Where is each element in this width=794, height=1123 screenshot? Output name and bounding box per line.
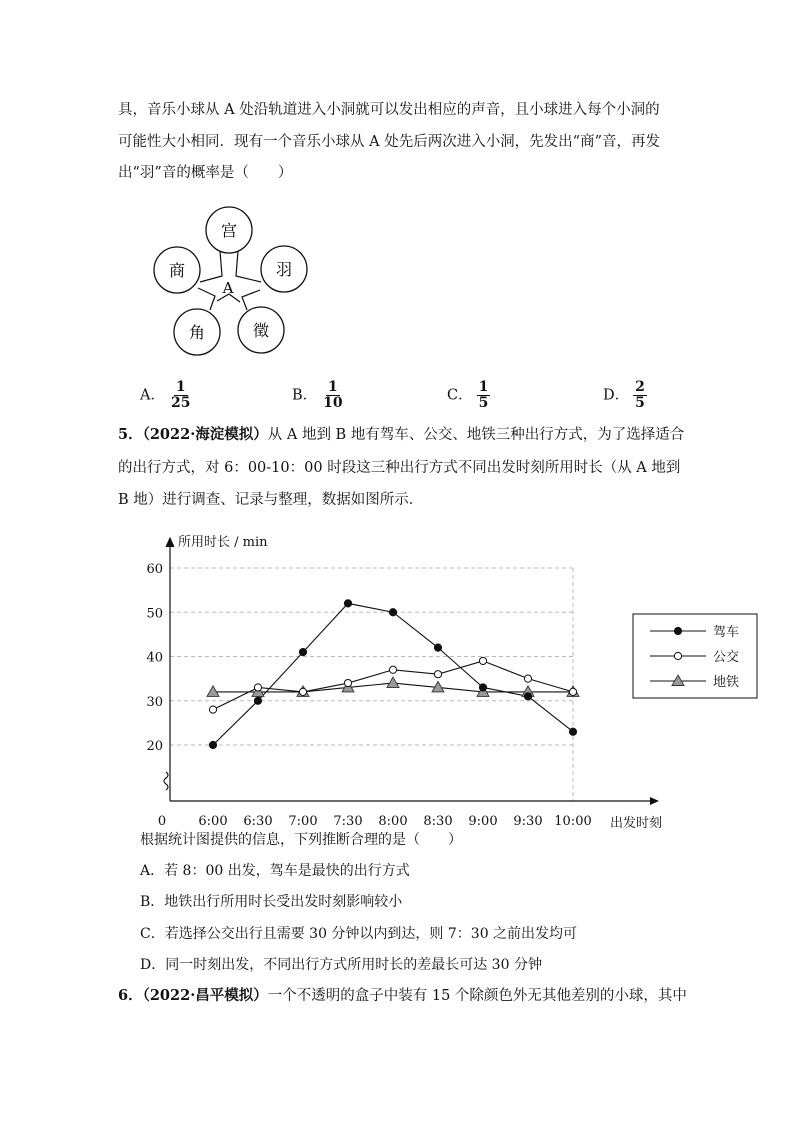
choice-label: D． [603,387,630,404]
data-point [674,627,681,634]
q5-text-line-2: 的出行方式，对 6：00-10：00 时段这三种出行方式不同出发时刻所用时长（从 A 地到 [118,460,681,476]
y-axis-arrow [166,538,174,547]
data-point [299,688,306,695]
music-ball-diagram [140,198,310,368]
legend-label: 公交 [713,650,740,665]
question-text: 从 A 地到 B 地有驾车、公交、地铁三种出行方式，为了选择适合 [267,427,685,443]
y-axis-break [164,772,168,790]
x-tick-label: 10:00 [554,814,592,829]
hole-jiao: 角 [188,323,206,342]
question-source: （2022·昌平模拟） [142,987,268,1004]
data-point [209,706,216,713]
y-axis-label: 所用时长 / min [178,535,268,550]
q4-choice-c[interactable] [447,380,490,411]
question-number: 6． [118,987,143,1004]
data-point [524,693,531,700]
choice-label: C． [447,387,473,404]
choice-label: A． [140,387,165,404]
q5-text-line-1 [118,425,684,445]
data-point [434,671,441,678]
choice-fraction: $\frac{1}{5}$ [478,379,489,411]
chart-axes [146,535,662,831]
data-point [389,609,396,616]
q5-option-c[interactable]: C．若选择公交出行且需要 30 分钟以内到达，则 7：30 之前出发均可 [140,926,578,942]
y-tick-label: 20 [146,739,163,754]
series-line [213,603,573,745]
q4-choice-b[interactable] [292,380,345,411]
choice-label: B． [292,387,318,404]
center-label-a: A [222,279,234,297]
data-point [209,741,216,748]
data-point [254,684,261,691]
data-point [254,697,261,704]
data-point [299,648,306,655]
chart-legend [633,614,757,698]
data-point [344,679,351,686]
hole-zhi: 徵 [252,321,270,340]
q5-option-d[interactable]: D．同一时刻出发，不同出行方式所用时长的差最长可达 30 分钟 [140,957,542,973]
x-tick-label: 6:30 [243,814,273,829]
data-point [569,728,576,735]
y-tick-label: 30 [146,694,163,710]
y-tick-label: 60 [146,562,163,577]
data-point [389,666,396,673]
q4-text-line-1: 具，音乐小球从 A 处沿轨道进入小洞就可以发出相应的声音，且小球进入每个小洞的 [118,102,660,118]
x-axis-arrow [650,797,659,805]
data-point [674,652,681,659]
y-tick-label: 40 [146,650,163,666]
data-point [524,675,531,682]
q5-text-line-3: B 地）进行调查、记录与整理，数据如图所示． [118,492,424,508]
x-tick-label: 8:30 [423,814,453,829]
q6-text-line-1 [118,986,687,1006]
chart-series [207,600,579,749]
x-tick-label: 7:30 [333,814,363,829]
x-tick-label: 8:00 [378,814,408,829]
x-axis-label: 出发时刻 [610,816,663,831]
q4-text-line-3: 出“羽”音的概率是（ ） [118,165,293,181]
x-tick-label: 6:00 [198,814,228,829]
data-point [479,657,486,664]
q4-text-line-2: 可能性大小相同．现有一个音乐小球从 A 处先后两次进入小洞，先发出“商”音，再发 [118,134,661,150]
choice-fraction: $\frac{2}{5}$ [635,379,645,411]
data-point [569,688,576,695]
origin-label: 0 [157,814,167,829]
q5-prompt: 根据统计图提供的信息，下列推断合理的是（ ） [140,832,462,848]
x-tick-label: 7:00 [288,814,318,829]
x-tick-label: 9:00 [468,814,498,829]
q4-choice-d[interactable] [603,380,647,411]
data-point [207,686,219,697]
legend-label: 地铁 [713,675,740,690]
q5-option-a[interactable]: A．若 8：00 出发，驾车是最快的出行方式 [140,863,410,879]
x-tick-label: 9:30 [513,814,543,829]
q4-choice-a[interactable] [140,380,192,411]
choice-fraction: $\frac{1}{25}$ [170,379,191,411]
hole-gong: 宫 [220,221,238,240]
hole-yu: 羽 [275,260,293,279]
question-number: 5． [118,426,143,443]
chart-gridlines [170,568,573,801]
choice-fraction: $\frac{1}{10}$ [323,379,343,411]
travel-time-line-chart [0,520,794,831]
question-source: （2022·海淀模拟） [142,426,268,443]
legend-label: 驾车 [713,625,740,640]
q5-option-b[interactable]: B．地铁出行所用时长受出发时刻影响较小 [140,894,403,910]
question-text: 一个不透明的盒子中装有 15 个除颜色外无其他差别的小球，其中 [267,988,687,1004]
data-point [434,644,441,651]
y-tick-label: 50 [146,606,163,622]
data-point [387,677,399,688]
data-point [479,684,486,691]
data-point [344,600,351,607]
hole-shang: 商 [168,261,186,280]
